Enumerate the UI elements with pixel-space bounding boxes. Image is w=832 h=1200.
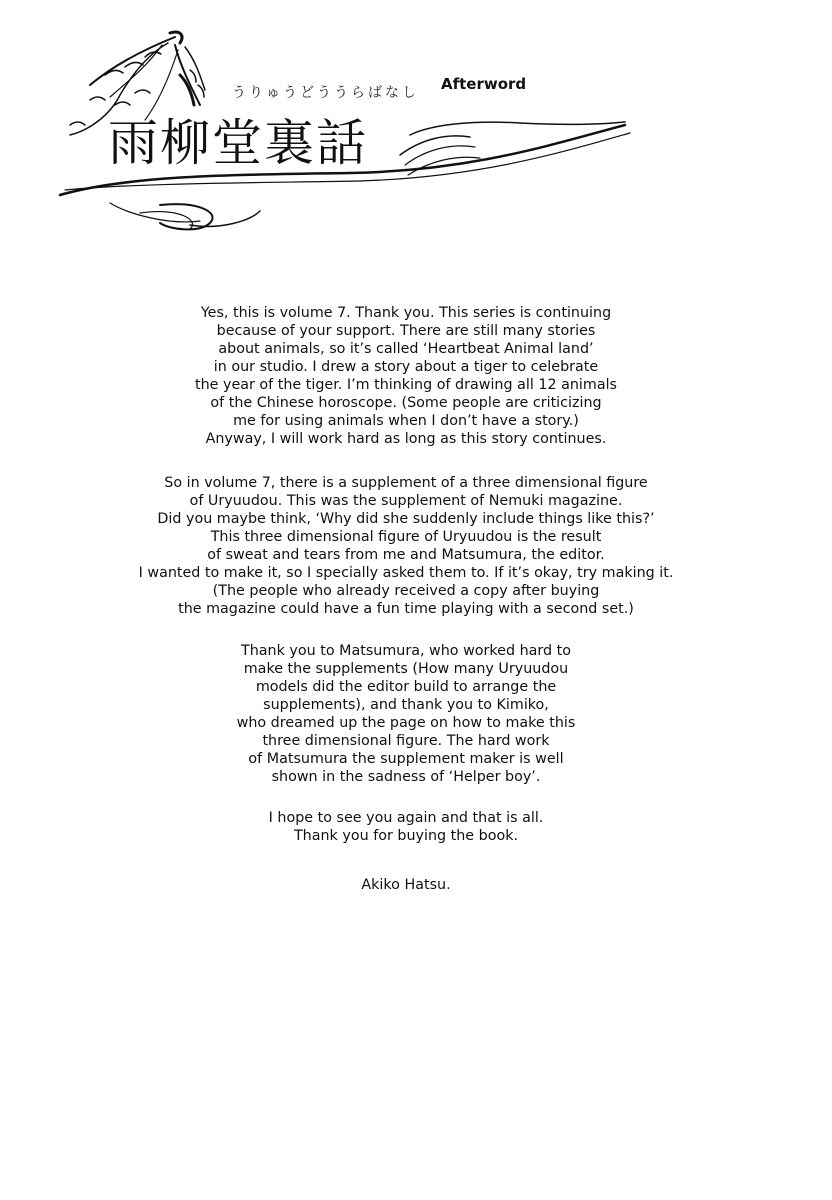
page-title: 雨柳堂裏話 <box>108 114 368 172</box>
paragraph-4 <box>90 809 722 845</box>
text-line: of Uryuudou. This was the supplement of Nemuki magazine. <box>189 493 623 509</box>
paragraph-2 <box>90 474 722 618</box>
text-line: make the supplements (How many Uryuudou <box>243 661 569 677</box>
text-line: I hope to see you again and that is all. <box>268 810 544 826</box>
paragraph-1 <box>90 304 722 448</box>
text-line: of sweat and tears from me and Matsumura, the editor. <box>207 547 605 563</box>
title-reading: うりゅうどううらばなし <box>232 85 419 101</box>
text-line: supplements), and thank you to Kimiko, <box>263 697 549 713</box>
text-line: me for using animals when I don’t have a story.) <box>233 413 579 429</box>
section-label: Afterword <box>441 75 527 93</box>
text-line: because of your support. There are still many stories <box>216 323 596 339</box>
text-line: Thank you for buying the book. <box>293 828 519 844</box>
text-line: about animals, so it’s called ‘Heartbeat Animal land’ <box>218 341 594 357</box>
text-line: I wanted to make it, so I specially asked them to. If it’s okay, try making it. <box>138 565 674 581</box>
author-signature: Akiko Hatsu. <box>361 877 451 893</box>
text-line: Anyway, I will work hard as long as this story continues. <box>205 431 607 447</box>
text-line: models did the editor build to arrange the <box>255 679 557 695</box>
text-line: in our studio. I drew a story about a tiger to celebrate <box>213 359 599 375</box>
text-line: This three dimensional figure of Uryuudou is the result <box>210 529 602 545</box>
text-line: the year of the tiger. I’m thinking of drawing all 12 animals <box>194 377 618 393</box>
text-line: Yes, this is volume 7. Thank you. This series is continuing <box>200 305 612 321</box>
text-line: So in volume 7, there is a supplement of a three dimensional figure <box>164 475 648 491</box>
text-line: the magazine could have a fun time playing with a second set.) <box>178 601 634 617</box>
paragraph-3 <box>90 642 722 786</box>
text-line: Thank you to Matsumura, who worked hard to <box>240 643 572 659</box>
text-line: of Matsumura the supplement maker is well <box>248 751 564 767</box>
text-line: of the Chinese horoscope. (Some people are criticizing <box>210 395 602 411</box>
text-line: who dreamed up the page on how to make this <box>236 715 576 731</box>
text-line: Did you maybe think, ‘Why did she suddenly include things like this?’ <box>157 511 655 527</box>
text-line: shown in the sadness of ‘Helper boy’. <box>271 769 541 785</box>
text-line: three dimensional figure. The hard work <box>262 733 550 749</box>
text-line: (The people who already received a copy after buying <box>212 583 600 599</box>
